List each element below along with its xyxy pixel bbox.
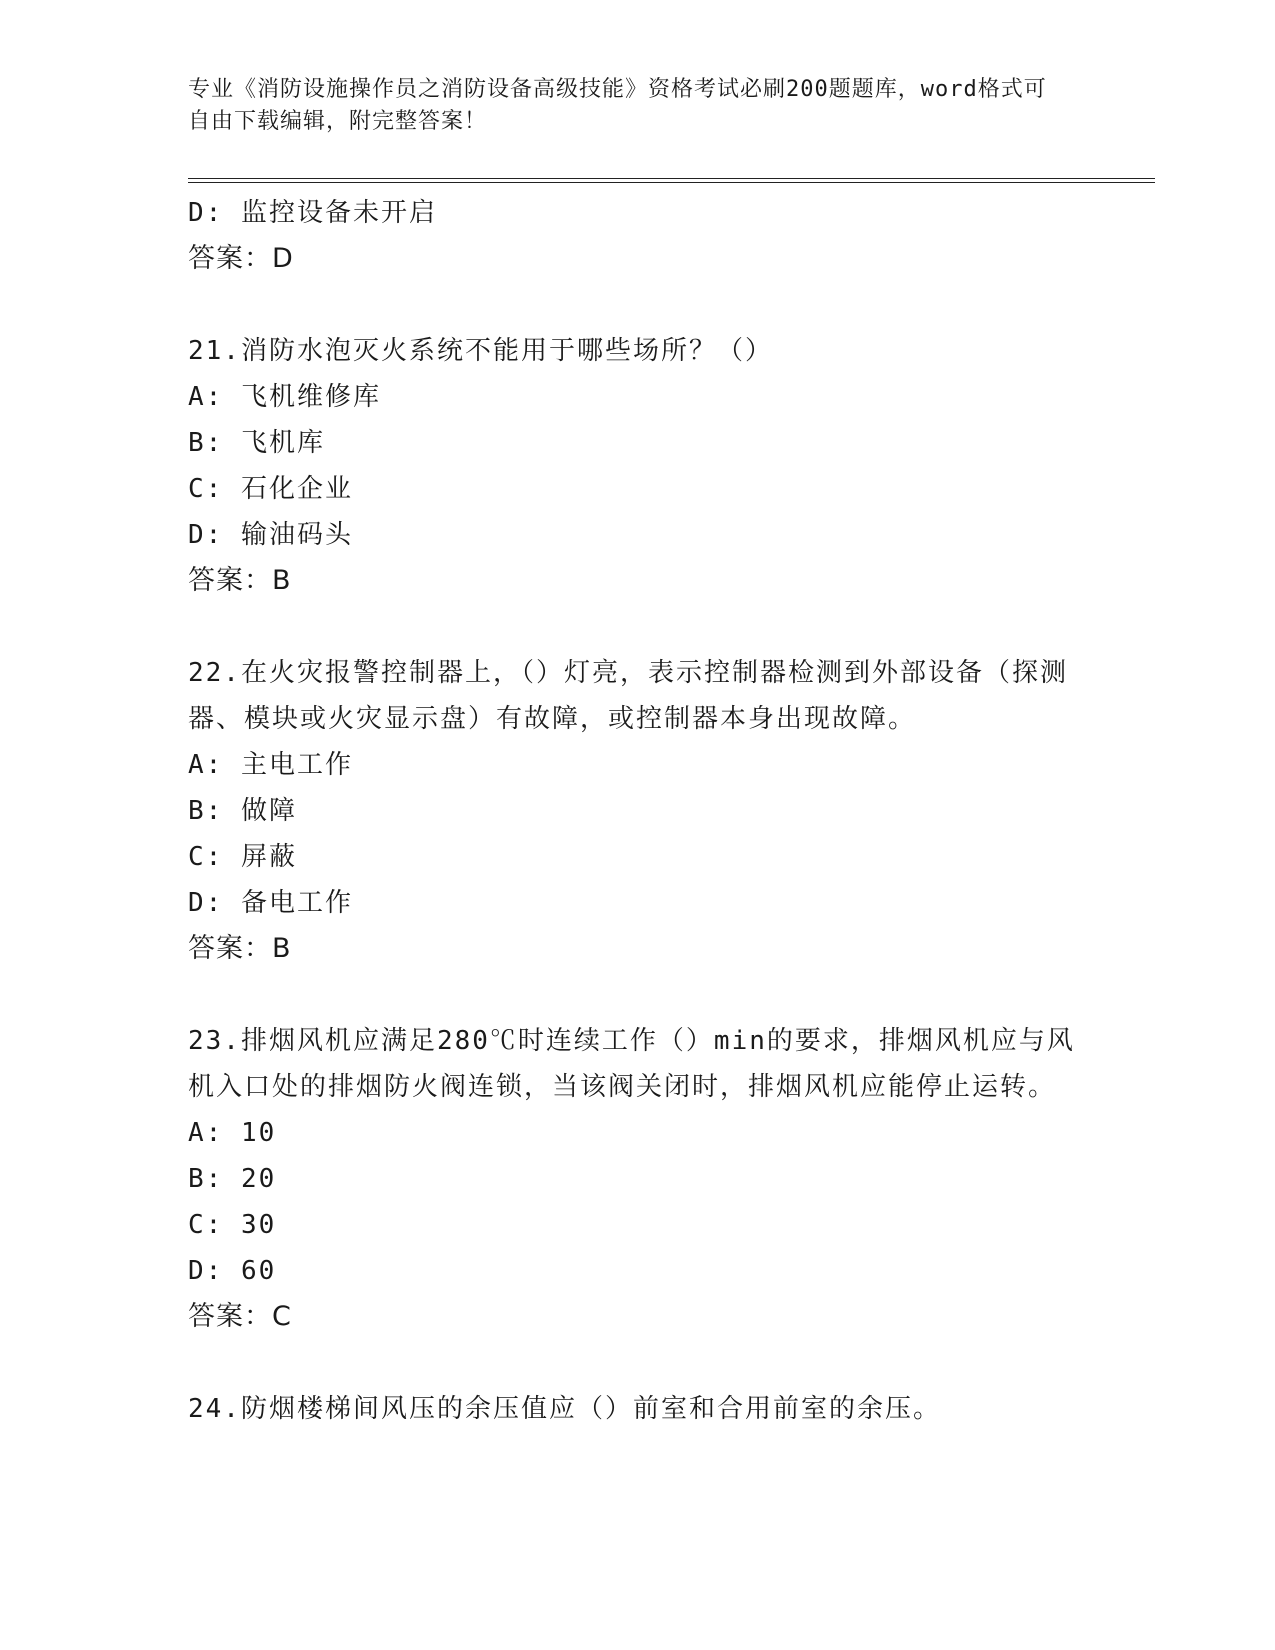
option-b: B: 飞机库 <box>188 428 325 458</box>
question-22 <box>188 650 1088 972</box>
option-d: D: 输油码头 <box>188 520 353 550</box>
answer: 答案：B <box>188 565 292 596</box>
header-divider-top <box>188 178 1155 179</box>
document-header: 专业《消防设施操作员之消防设备高级技能》资格考试必刷200题题库，word格式可自由下载编辑，附完整答案！ <box>188 77 1047 134</box>
question-stem: 21.消防水泡灭火系统不能用于哪些场所？（） <box>188 336 773 366</box>
option-c: C: 石化企业 <box>188 474 353 504</box>
option-c: C: 30 <box>188 1210 277 1240</box>
prev-option-d: D: 监控设备未开启 <box>188 198 437 228</box>
option-a: A: 飞机维修库 <box>188 382 381 412</box>
question-stem: 22.在火灾报警控制器上，（）灯亮，表示控制器检测到外部设备（探测器、模块或火灾显示盘）有故障，或控制器本身出现故障。 <box>188 658 1068 734</box>
answer: 答案：B <box>188 933 292 964</box>
prev-answer: 答案：D <box>188 243 294 274</box>
option-c: C: 屏蔽 <box>188 842 297 872</box>
question-stem: 24.防烟楼梯间风压的余压值应（）前室和合用前室的余压。 <box>188 1394 941 1424</box>
question-stem: 23.排烟风机应满足280℃时连续工作（）min的要求，排烟风机应与风机入口处的排烟防火阀连锁，当该阀关闭时，排烟风机应能停止运转。 <box>188 1026 1075 1102</box>
question-24 <box>188 1386 1088 1432</box>
question-23 <box>188 1018 1088 1340</box>
option-a: A: 10 <box>188 1118 277 1148</box>
option-b: B: 做障 <box>188 796 297 826</box>
option-d: D: 60 <box>188 1256 277 1286</box>
question-21 <box>188 328 1088 604</box>
option-d: D: 备电工作 <box>188 888 353 918</box>
answer: 答案：C <box>188 1301 292 1332</box>
header-divider-bottom <box>188 182 1155 183</box>
question-list <box>188 190 1088 1432</box>
option-b: B: 20 <box>188 1164 277 1194</box>
option-a: A: 主电工作 <box>188 750 353 780</box>
